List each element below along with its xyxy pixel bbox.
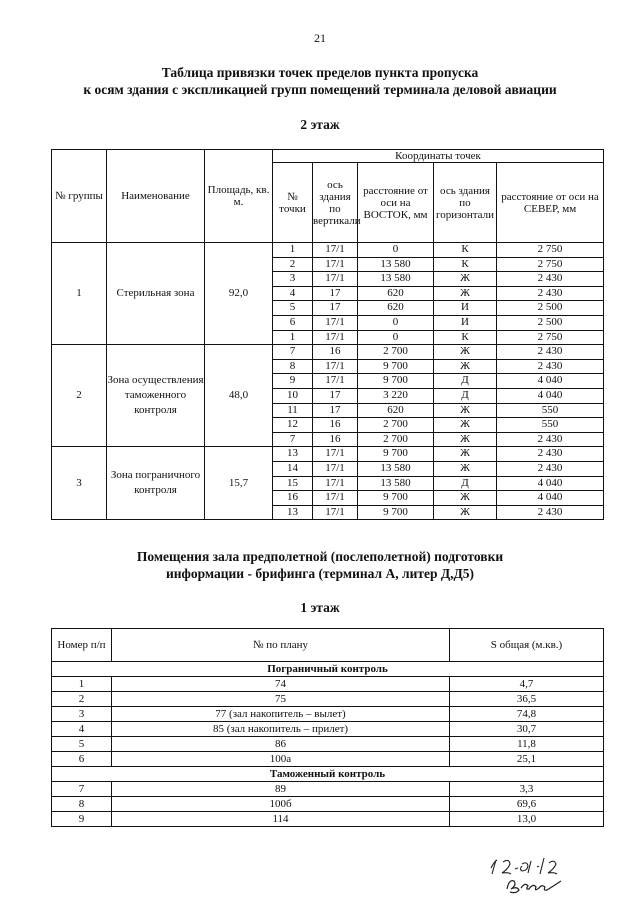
room-number-cell: 3 [52,707,112,722]
room-number-cell: 5 [52,737,112,752]
dist-east-cell: 13 580 [358,272,434,287]
axis-vertical-cell: 17/1 [313,447,358,462]
axis-vertical-cell: 17/1 [313,272,358,287]
dist-east-cell: 0 [358,330,434,345]
dist-north-cell: 4 040 [497,388,604,403]
axis-horizontal-cell: Ж [434,491,497,506]
dist-north-cell: 2 430 [497,432,604,447]
room-number-cell: 9 [52,812,112,827]
dist-north-cell: 2 750 [497,330,604,345]
handwritten-signature [487,852,577,898]
axis-vertical-cell: 17/1 [313,476,358,491]
dist-north-cell: 4 040 [497,491,604,506]
header-room-number: Номер п/п [52,629,112,662]
axis-vertical-cell: 17/1 [313,461,358,476]
floor-label-2nd: 2 этаж [300,117,340,132]
room-row [52,692,604,707]
dist-east-cell: 9 700 [358,359,434,374]
room-row [52,677,604,692]
point-no-cell: 3 [273,272,313,287]
point-no-cell: 16 [273,491,313,506]
axis-vertical-cell: 17 [313,388,358,403]
section-row [52,767,604,782]
coords-row [52,243,604,258]
header-area: Площадь, кв. м. [205,150,273,243]
header-room-area: S общая (м.кв.) [450,629,604,662]
room-area-cell: 13,0 [450,812,604,827]
rooms-title-line-1: Помещения зала предполетной (послеполетной) подготовки [136,549,504,564]
room-area-cell: 4,7 [450,677,604,692]
dist-north-cell: 2 430 [497,359,604,374]
axis-vertical-cell: 17 [313,286,358,301]
point-no-cell: 10 [273,388,313,403]
room-number-cell: 7 [52,782,112,797]
axis-horizontal-cell: Ж [434,345,497,360]
axis-vertical-cell: 16 [313,432,358,447]
dist-east-cell: 620 [358,301,434,316]
plan-number-cell: 77 (зал накопитель – вылет) [112,707,450,722]
section-title: Пограничный контроль [52,662,604,677]
room-area-cell: 36,5 [450,692,604,707]
room-area-cell: 25,1 [450,752,604,767]
axis-vertical-cell: 17/1 [313,315,358,330]
dist-north-cell: 2 500 [497,315,604,330]
point-no-cell: 1 [273,330,313,345]
header-coords: Координаты точек [273,150,604,163]
point-no-cell: 11 [273,403,313,418]
point-no-cell: 1 [273,243,313,258]
dist-north-cell: 550 [497,418,604,433]
dist-east-cell: 9 700 [358,447,434,462]
dist-east-cell: 13 580 [358,461,434,476]
plan-number-cell: 89 [112,782,450,797]
room-number-cell: 2 [52,692,112,707]
axis-horizontal-cell: Д [434,374,497,389]
dist-north-cell: 550 [497,403,604,418]
coordinates-table [51,149,604,520]
axis-vertical-cell: 17 [313,301,358,316]
header-axis-vertical: ось здания по вертикали [313,163,358,243]
axis-horizontal-cell: Д [434,388,497,403]
axis-vertical-cell: 17/1 [313,374,358,389]
table-title-line-1: Таблица привязки точек пределов пункта пропуска [161,65,479,80]
rooms-title-line-2: информации - брифинга (терминал А, литер Д,Д5) [165,566,475,581]
axis-vertical-cell: 17 [313,403,358,418]
room-area-cell: 11,8 [450,737,604,752]
room-row [52,812,604,827]
point-no-cell: 14 [273,461,313,476]
group-area-cell: 15,7 [205,447,273,520]
dist-east-cell: 9 700 [358,505,434,520]
header-dist-north: расстояние от оси на СЕВЕР, мм [497,163,604,243]
header-group-no: № группы [52,150,107,243]
group-number-cell: 1 [52,243,107,345]
point-no-cell: 12 [273,418,313,433]
dist-east-cell: 2 700 [358,345,434,360]
dist-north-cell: 2 500 [497,301,604,316]
group-name-cell: Стерильная зона [107,243,205,345]
axis-vertical-cell: 17/1 [313,359,358,374]
dist-east-cell: 9 700 [358,374,434,389]
dist-north-cell: 4 040 [497,476,604,491]
dist-north-cell: 2 430 [497,345,604,360]
room-area-cell: 69,6 [450,797,604,812]
room-row [52,782,604,797]
header-dist-east: расстояние от оси на ВОСТОК, мм [358,163,434,243]
axis-horizontal-cell: И [434,315,497,330]
axis-vertical-cell: 17/1 [313,243,358,258]
axis-horizontal-cell: Ж [434,286,497,301]
point-no-cell: 2 [273,257,313,272]
group-area-cell: 92,0 [205,243,273,345]
room-area-cell: 74,8 [450,707,604,722]
plan-number-cell: 74 [112,677,450,692]
plan-number-cell: 114 [112,812,450,827]
dist-north-cell: 2 430 [497,505,604,520]
room-number-cell: 6 [52,752,112,767]
group-number-cell: 3 [52,447,107,520]
point-no-cell: 9 [273,374,313,389]
room-row [52,707,604,722]
axis-vertical-cell: 17/1 [313,257,358,272]
dist-north-cell: 2 430 [497,272,604,287]
dist-north-cell: 2 430 [497,286,604,301]
coords-row [52,447,604,462]
axis-horizontal-cell: Ж [434,359,497,374]
plan-number-cell: 86 [112,737,450,752]
axis-horizontal-cell: К [434,243,497,258]
group-number-cell: 2 [52,345,107,447]
dist-east-cell: 0 [358,315,434,330]
room-number-cell: 4 [52,722,112,737]
room-row [52,737,604,752]
axis-vertical-cell: 17/1 [313,491,358,506]
section-title: Таможенный контроль [52,767,604,782]
room-number-cell: 1 [52,677,112,692]
dist-north-cell: 2 430 [497,461,604,476]
plan-number-cell: 75 [112,692,450,707]
axis-horizontal-cell: Ж [434,505,497,520]
dist-north-cell: 2 750 [497,243,604,258]
room-number-cell: 8 [52,797,112,812]
room-row [52,797,604,812]
axis-horizontal-cell: Ж [434,447,497,462]
axis-horizontal-cell: Ж [434,461,497,476]
dist-east-cell: 13 580 [358,257,434,272]
point-no-cell: 4 [273,286,313,301]
plan-number-cell: 100б [112,797,450,812]
table-title-line-2: к осям здания с экспликацией групп помещений терминала деловой авиации [83,82,557,97]
section-row [52,662,604,677]
room-area-cell: 3,3 [450,782,604,797]
point-no-cell: 15 [273,476,313,491]
floor-label-1st: 1 этаж [300,600,340,615]
dist-east-cell: 0 [358,243,434,258]
dist-east-cell: 13 580 [358,476,434,491]
dist-north-cell: 2 430 [497,447,604,462]
rooms-table [51,628,604,827]
axis-vertical-cell: 17/1 [313,330,358,345]
dist-east-cell: 3 220 [358,388,434,403]
dist-east-cell: 2 700 [358,432,434,447]
axis-horizontal-cell: Ж [434,272,497,287]
point-no-cell: 7 [273,345,313,360]
axis-horizontal-cell: И [434,301,497,316]
point-no-cell: 13 [273,505,313,520]
room-area-cell: 30,7 [450,722,604,737]
dist-north-cell: 2 750 [497,257,604,272]
header-axis-horizontal: ось здания по горизонтали [434,163,497,243]
axis-vertical-cell: 17/1 [313,505,358,520]
axis-horizontal-cell: К [434,257,497,272]
coords-row [52,345,604,360]
point-no-cell: 6 [273,315,313,330]
axis-horizontal-cell: Ж [434,403,497,418]
point-no-cell: 5 [273,301,313,316]
point-no-cell: 13 [273,447,313,462]
dist-east-cell: 620 [358,403,434,418]
point-no-cell: 7 [273,432,313,447]
plan-number-cell: 85 (зал накопитель – прилет) [112,722,450,737]
room-row [52,722,604,737]
dist-east-cell: 2 700 [358,418,434,433]
dist-north-cell: 4 040 [497,374,604,389]
axis-horizontal-cell: Д [434,476,497,491]
room-row [52,752,604,767]
group-area-cell: 48,0 [205,345,273,447]
header-name: Наименование [107,150,205,243]
axis-horizontal-cell: К [434,330,497,345]
header-plan-no: № по плану [112,629,450,662]
group-name-cell: Зона пограничного контроля [107,447,205,520]
dist-east-cell: 9 700 [358,491,434,506]
plan-number-cell: 100а [112,752,450,767]
point-no-cell: 8 [273,359,313,374]
group-name-cell: Зона осуществления таможенного контроля [107,345,205,447]
page-number: 21 [314,31,326,45]
header-point-no: № точки [273,163,313,243]
axis-vertical-cell: 16 [313,418,358,433]
axis-horizontal-cell: Ж [434,418,497,433]
axis-horizontal-cell: Ж [434,432,497,447]
axis-vertical-cell: 16 [313,345,358,360]
dist-east-cell: 620 [358,286,434,301]
